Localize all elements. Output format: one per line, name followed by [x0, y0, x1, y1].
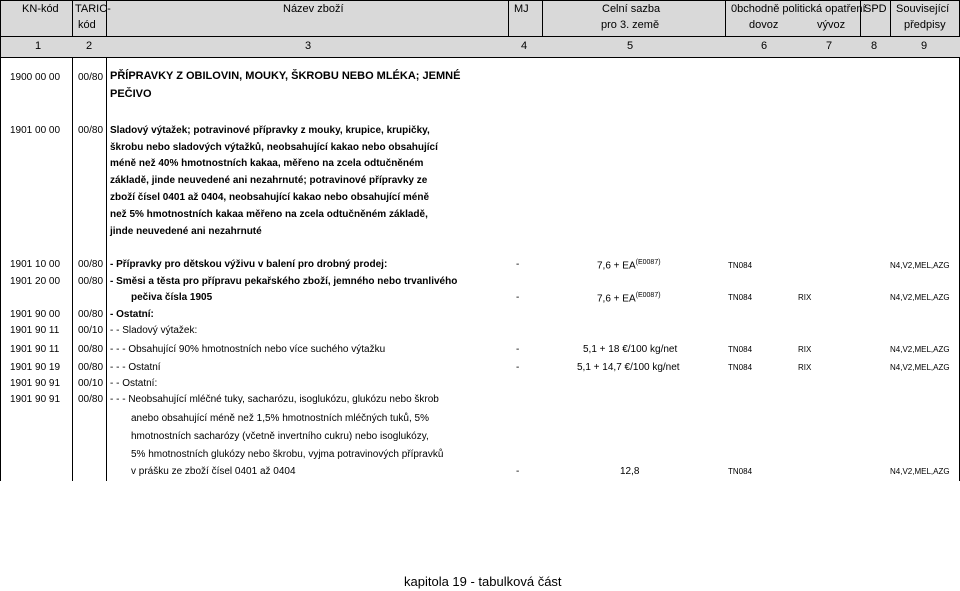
heading-1901-desc: jinde neuvedené ani nezahrnuté	[110, 226, 262, 237]
col-number: 6	[761, 40, 768, 52]
row-taric: 00/80	[78, 344, 104, 355]
col-divider	[72, 0, 73, 36]
row-taric: 00/80	[78, 276, 104, 287]
row-mj: -	[516, 362, 520, 373]
section-code: 1900 00 00	[10, 72, 61, 83]
col-divider	[725, 0, 726, 36]
row-duty-footnote: (E0087)	[635, 292, 661, 299]
row-code: 1901 90 11	[10, 325, 60, 336]
header-spd: SPD	[864, 3, 887, 15]
col-divider	[542, 0, 543, 36]
row-dovoz: TN084	[728, 345, 753, 354]
row-code: 1901 90 19	[10, 362, 61, 373]
row-code: 1901 90 91	[10, 394, 61, 405]
header-bottom-border	[0, 57, 960, 58]
row-desc: - Ostatní:	[110, 309, 154, 320]
row-dovoz: TN084	[728, 467, 753, 476]
row-predpisy: N4,V2,MEL,AZG	[890, 363, 950, 372]
row-predpisy: N4,V2,MEL,AZG	[890, 467, 950, 476]
header-taric: TARIC-	[75, 3, 111, 15]
row-desc-cont: pečiva čísla 1905	[131, 292, 213, 303]
row-duty: 5,1 + 18 €/100 kg/net	[583, 344, 678, 355]
header-row-divider	[0, 36, 960, 37]
header-kod: kód	[78, 19, 96, 31]
heading-1901-desc: Sladový výtažek; potravinové přípravky z mouky, krupice, krupičky,	[110, 125, 430, 136]
col-number: 4	[521, 40, 528, 52]
col-number: 1	[35, 40, 42, 52]
section-title: PŘÍPRAVKY Z OBILOVIN, MOUKY, ŠKROBU NEBO MLÉKA; JEMNÉ	[110, 70, 461, 82]
header-kn-kod: KN-kód	[22, 3, 59, 15]
row-vyvoz: RIX	[798, 345, 812, 354]
row-mj: -	[516, 292, 520, 303]
section-taric: 00/80	[78, 72, 104, 83]
row-desc: - - Ostatní:	[110, 378, 158, 389]
row-desc: - Přípravky pro dětskou výživu v balení pro drobný prodej:	[110, 259, 388, 270]
row-dovoz: TN084	[728, 293, 753, 302]
row-desc-cont: 5% hmotnostních glukózy nebo škrobu, vyjma potravinových přípravků	[131, 449, 444, 460]
heading-1901-desc: škrobu nebo sladových výtažků, neobsahující kakao nebo obsahující	[110, 142, 438, 153]
row-taric: 00/80	[78, 394, 104, 405]
row-duty-value: 7,6 + EA	[597, 293, 636, 305]
col-divider	[508, 0, 509, 36]
row-taric: 00/80	[78, 309, 104, 320]
header-souvisejici: Související	[896, 3, 950, 15]
row-duty: 5,1 + 14,7 €/100 kg/net	[577, 362, 680, 373]
heading-1901-taric: 00/80	[78, 125, 104, 136]
body-col-divider	[72, 58, 73, 481]
header-mj: MJ	[514, 3, 529, 15]
row-desc-cont: anebo obsahující méně než 1,5% hmotnostních mléčných tuků, 5%	[131, 413, 429, 424]
col-number: 9	[921, 40, 928, 52]
row-taric: 00/10	[78, 325, 104, 336]
row-taric: 00/10	[78, 378, 104, 389]
heading-1901-desc: zboží čísel 0401 až 0404, neobsahující kakao nebo obsahující méně	[110, 192, 430, 203]
row-code: 1901 90 00	[10, 309, 61, 320]
body-col-divider	[106, 58, 107, 481]
row-desc: - - Sladový výtažek:	[110, 325, 198, 336]
row-desc: - Směsi a těsta pro přípravu pekařského zboží, jemného nebo trvanlivého	[110, 276, 458, 287]
row-mj: -	[516, 344, 520, 355]
header-pro-3-zeme: pro 3. země	[601, 19, 660, 31]
header-celni-sazba: Celní sazba	[602, 3, 661, 15]
heading-1901-desc: základě, jinde neuvedené ani nezahrnuté; potravinové přípravky ze	[110, 175, 428, 186]
row-code: 1901 90 91	[10, 378, 61, 389]
row-code: 1901 90 11	[10, 344, 60, 355]
row-duty-value: 7,6 + EA	[597, 260, 636, 272]
row-desc: - - - Obsahující 90% hmotnostních nebo více suchého výtažku	[110, 344, 386, 355]
heading-1901-code: 1901 00 00	[10, 125, 61, 136]
row-taric: 00/80	[78, 362, 104, 373]
row-code: 1901 20 00	[10, 276, 61, 287]
row-desc-cont: hmotnostních sacharózy (včetně invertního cukru) nebo isoglukózy,	[131, 431, 429, 442]
row-vyvoz: RIX	[798, 363, 812, 372]
row-duty: 12,8	[620, 466, 640, 477]
header-nazev-zbozi: Název zboží	[283, 3, 344, 15]
row-predpisy: N4,V2,MEL,AZG	[890, 293, 950, 302]
heading-1901-desc: než 5% hmotnostních kakaa měřeno na zcela odtučněném základě,	[110, 209, 428, 220]
row-dovoz: TN084	[728, 363, 753, 372]
row-desc: - - - Neobsahující mléčné tuky, sacharózu, isoglukózu, glukózu nebo škrob	[110, 394, 439, 405]
row-predpisy: N4,V2,MEL,AZG	[890, 261, 950, 270]
header-dovoz: dovoz	[749, 19, 779, 31]
row-dovoz: TN084	[728, 261, 753, 270]
body-col-divider	[0, 58, 1, 481]
col-number: 2	[86, 40, 93, 52]
col-number: 8	[871, 40, 878, 52]
col-divider	[0, 0, 1, 58]
row-duty	[597, 259, 661, 271]
row-desc-cont: v prášku ze zboží čísel 0401 až 0404	[131, 466, 296, 477]
header-top-border	[0, 0, 960, 1]
header-vyvoz: vývoz	[817, 19, 846, 31]
page-footer: kapitola 19 - tabulková část	[404, 574, 562, 589]
row-mj: -	[516, 466, 520, 477]
row-mj: -	[516, 259, 520, 270]
row-predpisy: N4,V2,MEL,AZG	[890, 345, 950, 354]
row-duty	[597, 292, 661, 304]
row-taric: 00/80	[78, 259, 104, 270]
heading-1901-desc: méně než 40% hmotnostních kakaa, měřeno na zcela odtučněném	[110, 158, 424, 169]
section-title-cont: PEČIVO	[110, 88, 152, 100]
header-obchodne-politicka-opatreni: 0bchodně politická opatření	[731, 3, 866, 15]
row-code: 1901 10 00	[10, 259, 61, 270]
col-number: 7	[826, 40, 833, 52]
row-duty-footnote: (E0087)	[635, 259, 661, 266]
col-number: 5	[627, 40, 634, 52]
row-desc: - - - Ostatní	[110, 362, 161, 373]
header-predpisy: předpisy	[904, 19, 946, 31]
row-vyvoz: RIX	[798, 293, 812, 302]
col-number: 3	[305, 40, 312, 52]
col-divider	[890, 0, 891, 36]
